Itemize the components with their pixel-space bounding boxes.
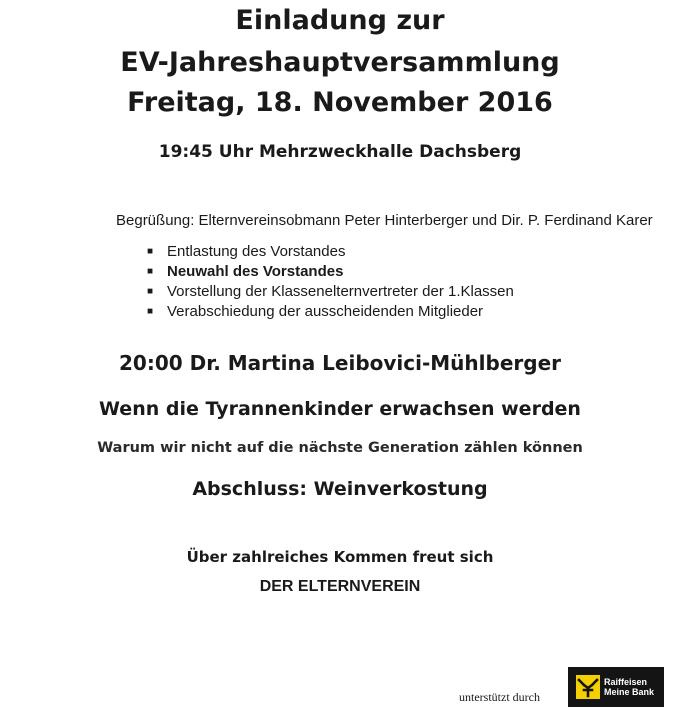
event-date: Freitag, 18. November 2016	[127, 87, 553, 118]
invitation-note: Über zahlreiches Kommen freut sich	[186, 548, 494, 566]
agenda-item-label: Vorstellung der Klassenelternvertreter der 1.Klassen	[167, 283, 514, 300]
support-text: unterstützt durch	[459, 690, 540, 704]
sponsor-logo	[568, 667, 664, 707]
agenda-item-label: Entlastung des Vorstandes	[167, 243, 346, 260]
sponsor-name	[604, 677, 654, 697]
agenda-item-label: Neuwahl des Vorstandes	[167, 263, 344, 280]
agenda-item	[147, 282, 514, 302]
agenda-item	[147, 242, 514, 262]
invitation-heading: Einladung zur	[235, 5, 445, 36]
square-bullet-icon: ■	[147, 306, 154, 318]
square-bullet-icon: ■	[147, 266, 154, 278]
talk-title: Wenn die Tyrannenkinder erwachsen werden	[99, 398, 581, 420]
agenda-list	[147, 242, 514, 322]
agenda-item-label: Verabschiedung der ausscheidenden Mitglieder	[167, 303, 484, 320]
event-name: EV-Jahreshauptversammlung	[120, 47, 560, 78]
greeting-line: Begrüßung: Elternvereinsobmann Peter Hinterberger und Dir. P. Ferdinand Karer	[116, 212, 653, 229]
signature: DER ELTERNVEREIN	[259, 578, 421, 595]
sponsor-slogan-line: Meine Bank	[604, 687, 655, 697]
closing-line: Abschluss: Weinverkostung	[192, 478, 488, 500]
speaker-line: 20:00 Dr. Martina Leibovici-Mühlberger	[118, 351, 562, 375]
sponsor-name-line: Raiffeisen	[604, 677, 648, 687]
square-bullet-icon: ■	[147, 246, 154, 258]
raiffeisen-gable-cross-icon	[576, 675, 600, 699]
agenda-item	[147, 262, 514, 282]
agenda-item	[147, 302, 514, 322]
talk-subtitle: Warum wir nicht auf die nächste Generation zählen können	[97, 440, 583, 456]
square-bullet-icon: ■	[147, 286, 154, 298]
time-and-venue: 19:45 Uhr Mehrzweckhalle Dachsberg	[158, 142, 522, 162]
